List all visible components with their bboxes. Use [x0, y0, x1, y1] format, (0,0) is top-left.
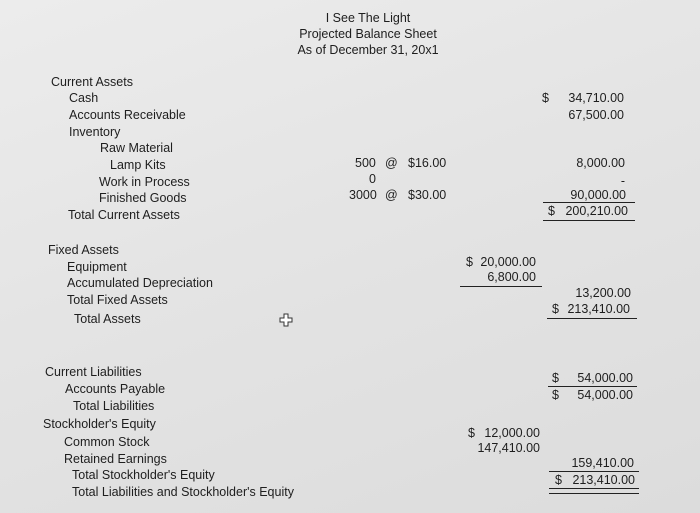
payable-rule	[548, 386, 637, 387]
inventory-label: Inventory	[69, 125, 121, 139]
receivable-label: Accounts Receivable	[69, 108, 186, 122]
lamp-kits-qty: 500	[355, 156, 376, 170]
wip-qty: 0	[369, 172, 376, 186]
total-assets-amount: 213,410.00	[567, 302, 630, 316]
equipment-label: Equipment	[67, 260, 127, 274]
wip-amount: -	[620, 174, 625, 188]
retained-earnings-amount: 147,410.00	[477, 441, 540, 455]
total-liabilities-dollar: $	[552, 388, 559, 402]
subtotal-rule	[543, 202, 635, 203]
total-liabilities-amount: 54,000.00	[577, 388, 633, 402]
total-current-assets-label: Total Current Assets	[68, 208, 180, 222]
total-fixed-assets-label: Total Fixed Assets	[67, 293, 168, 307]
report-date: As of December 31, 20x1	[297, 43, 439, 57]
grand-total-double-rule	[549, 488, 639, 494]
total-equity-amount: 159,410.00	[571, 456, 634, 470]
finished-goods-price: $30.00	[408, 188, 447, 202]
equity-rule	[549, 471, 639, 472]
total-assets-label: Total Assets	[74, 312, 141, 326]
finished-goods-qty: 3000	[349, 188, 377, 202]
total-liabilities-label: Total Liabilities	[73, 399, 155, 413]
total-liabilities-equity-label: Total Liabilities and Stockholder's Equity	[72, 485, 294, 499]
report-title: Projected Balance Sheet	[299, 27, 437, 41]
grand-total-amount: 213,410.00	[572, 473, 635, 487]
equipment-dollar: $	[466, 255, 473, 269]
cash-amount: 34,710.00	[568, 91, 624, 105]
depreciation-label: Accumulated Depreciation	[67, 276, 213, 290]
fixed-assets-heading: Fixed Assets	[48, 243, 119, 257]
lamp-kits-price: $16.00	[408, 156, 447, 170]
company-name: I See The Light	[325, 11, 411, 25]
finished-goods-at: @	[385, 188, 398, 202]
lamp-kits-amount: 8,000.00	[576, 156, 625, 170]
cash-label: Cash	[69, 91, 99, 105]
cash-dollar: $	[542, 91, 549, 105]
total-assets-dollar: $	[552, 302, 559, 316]
depreciation-amount: 6,800.00	[487, 270, 536, 284]
finished-goods-label: Finished Goods	[99, 191, 187, 205]
common-stock-dollar: $	[468, 426, 475, 440]
raw-material-label: Raw Material	[100, 141, 173, 155]
lamp-kits-label: Lamp Kits	[110, 158, 166, 172]
grand-total-dollar: $	[555, 473, 562, 487]
common-stock-label: Common Stock	[64, 435, 150, 449]
total-fixed-assets-amount: 13,200.00	[575, 286, 631, 300]
total-assets-rule	[547, 318, 637, 319]
accounts-payable-amount: 54,000.00	[577, 371, 633, 385]
accounts-payable-dollar: $	[552, 371, 559, 385]
total-current-assets-dollar: $	[548, 204, 555, 218]
receivable-amount: 67,500.00	[568, 108, 624, 122]
finished-goods-amount: 90,000.00	[570, 188, 626, 202]
common-stock-amount: 12,000.00	[484, 426, 540, 440]
total-rule	[543, 220, 635, 221]
stockholders-equity-heading: Stockholder's Equity	[43, 417, 156, 431]
accounts-payable-label: Accounts Payable	[65, 382, 166, 396]
current-assets-heading: Current Assets	[51, 75, 133, 89]
retained-earnings-label: Retained Earnings	[64, 452, 167, 466]
current-liabilities-heading: Current Liabilities	[45, 365, 142, 379]
equipment-amount: 20,000.00	[480, 255, 536, 269]
total-current-assets-amount: 200,210.00	[565, 204, 628, 218]
wip-label: Work in Process	[99, 175, 190, 189]
lamp-kits-at: @	[385, 156, 398, 170]
move-cursor-icon	[279, 313, 293, 327]
total-equity-label: Total Stockholder's Equity	[72, 468, 215, 482]
depreciation-rule	[460, 286, 542, 287]
